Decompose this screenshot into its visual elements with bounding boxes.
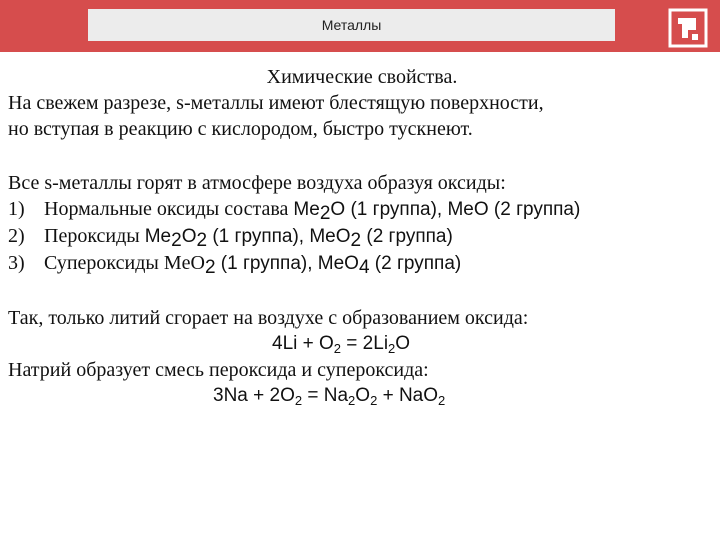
lithium-text: Так, только литий сгорает на воздухе с образованием оксида: xyxy=(8,307,529,329)
sodium-text: Натрий образует смесь пероксида и супероксида: xyxy=(8,359,429,381)
list-item: 3) Супероксиды MeO$_2$ (1 группа), MeO$_4$ (2 группа) xyxy=(8,252,462,278)
slide-body xyxy=(8,64,716,409)
slide-title: Металлы xyxy=(88,9,615,41)
oxides-list xyxy=(8,196,716,277)
logo-icon xyxy=(668,8,708,48)
lithium-equation: $4Li + O_2 = 2Li_2O$ xyxy=(272,333,411,356)
header-bar xyxy=(0,0,720,52)
heading: Химические свойства. xyxy=(266,66,458,88)
intro-line-2: но вступая в реакцию с кислородом, быстро тускнеют. xyxy=(8,118,473,140)
oxides-intro: Все s-металлы горят в атмосфере воздуха образуя оксиды: xyxy=(8,172,506,194)
sodium-equation: $3Na + 2O_2 = Na_2O_2 + NaO_2$ xyxy=(213,385,446,408)
list-item: 1) Нормальные оксиды состава $Me_2O$ (1 группа), MeO (2 группа) xyxy=(8,198,581,224)
list-item: 2) Пероксиды $Me_2O_2$ (1 группа), MeO$_2$ (2 группа) xyxy=(8,225,453,251)
intro-line-1: На свежем разрезе, s-металлы имеют блестящую поверхности, xyxy=(8,92,544,114)
